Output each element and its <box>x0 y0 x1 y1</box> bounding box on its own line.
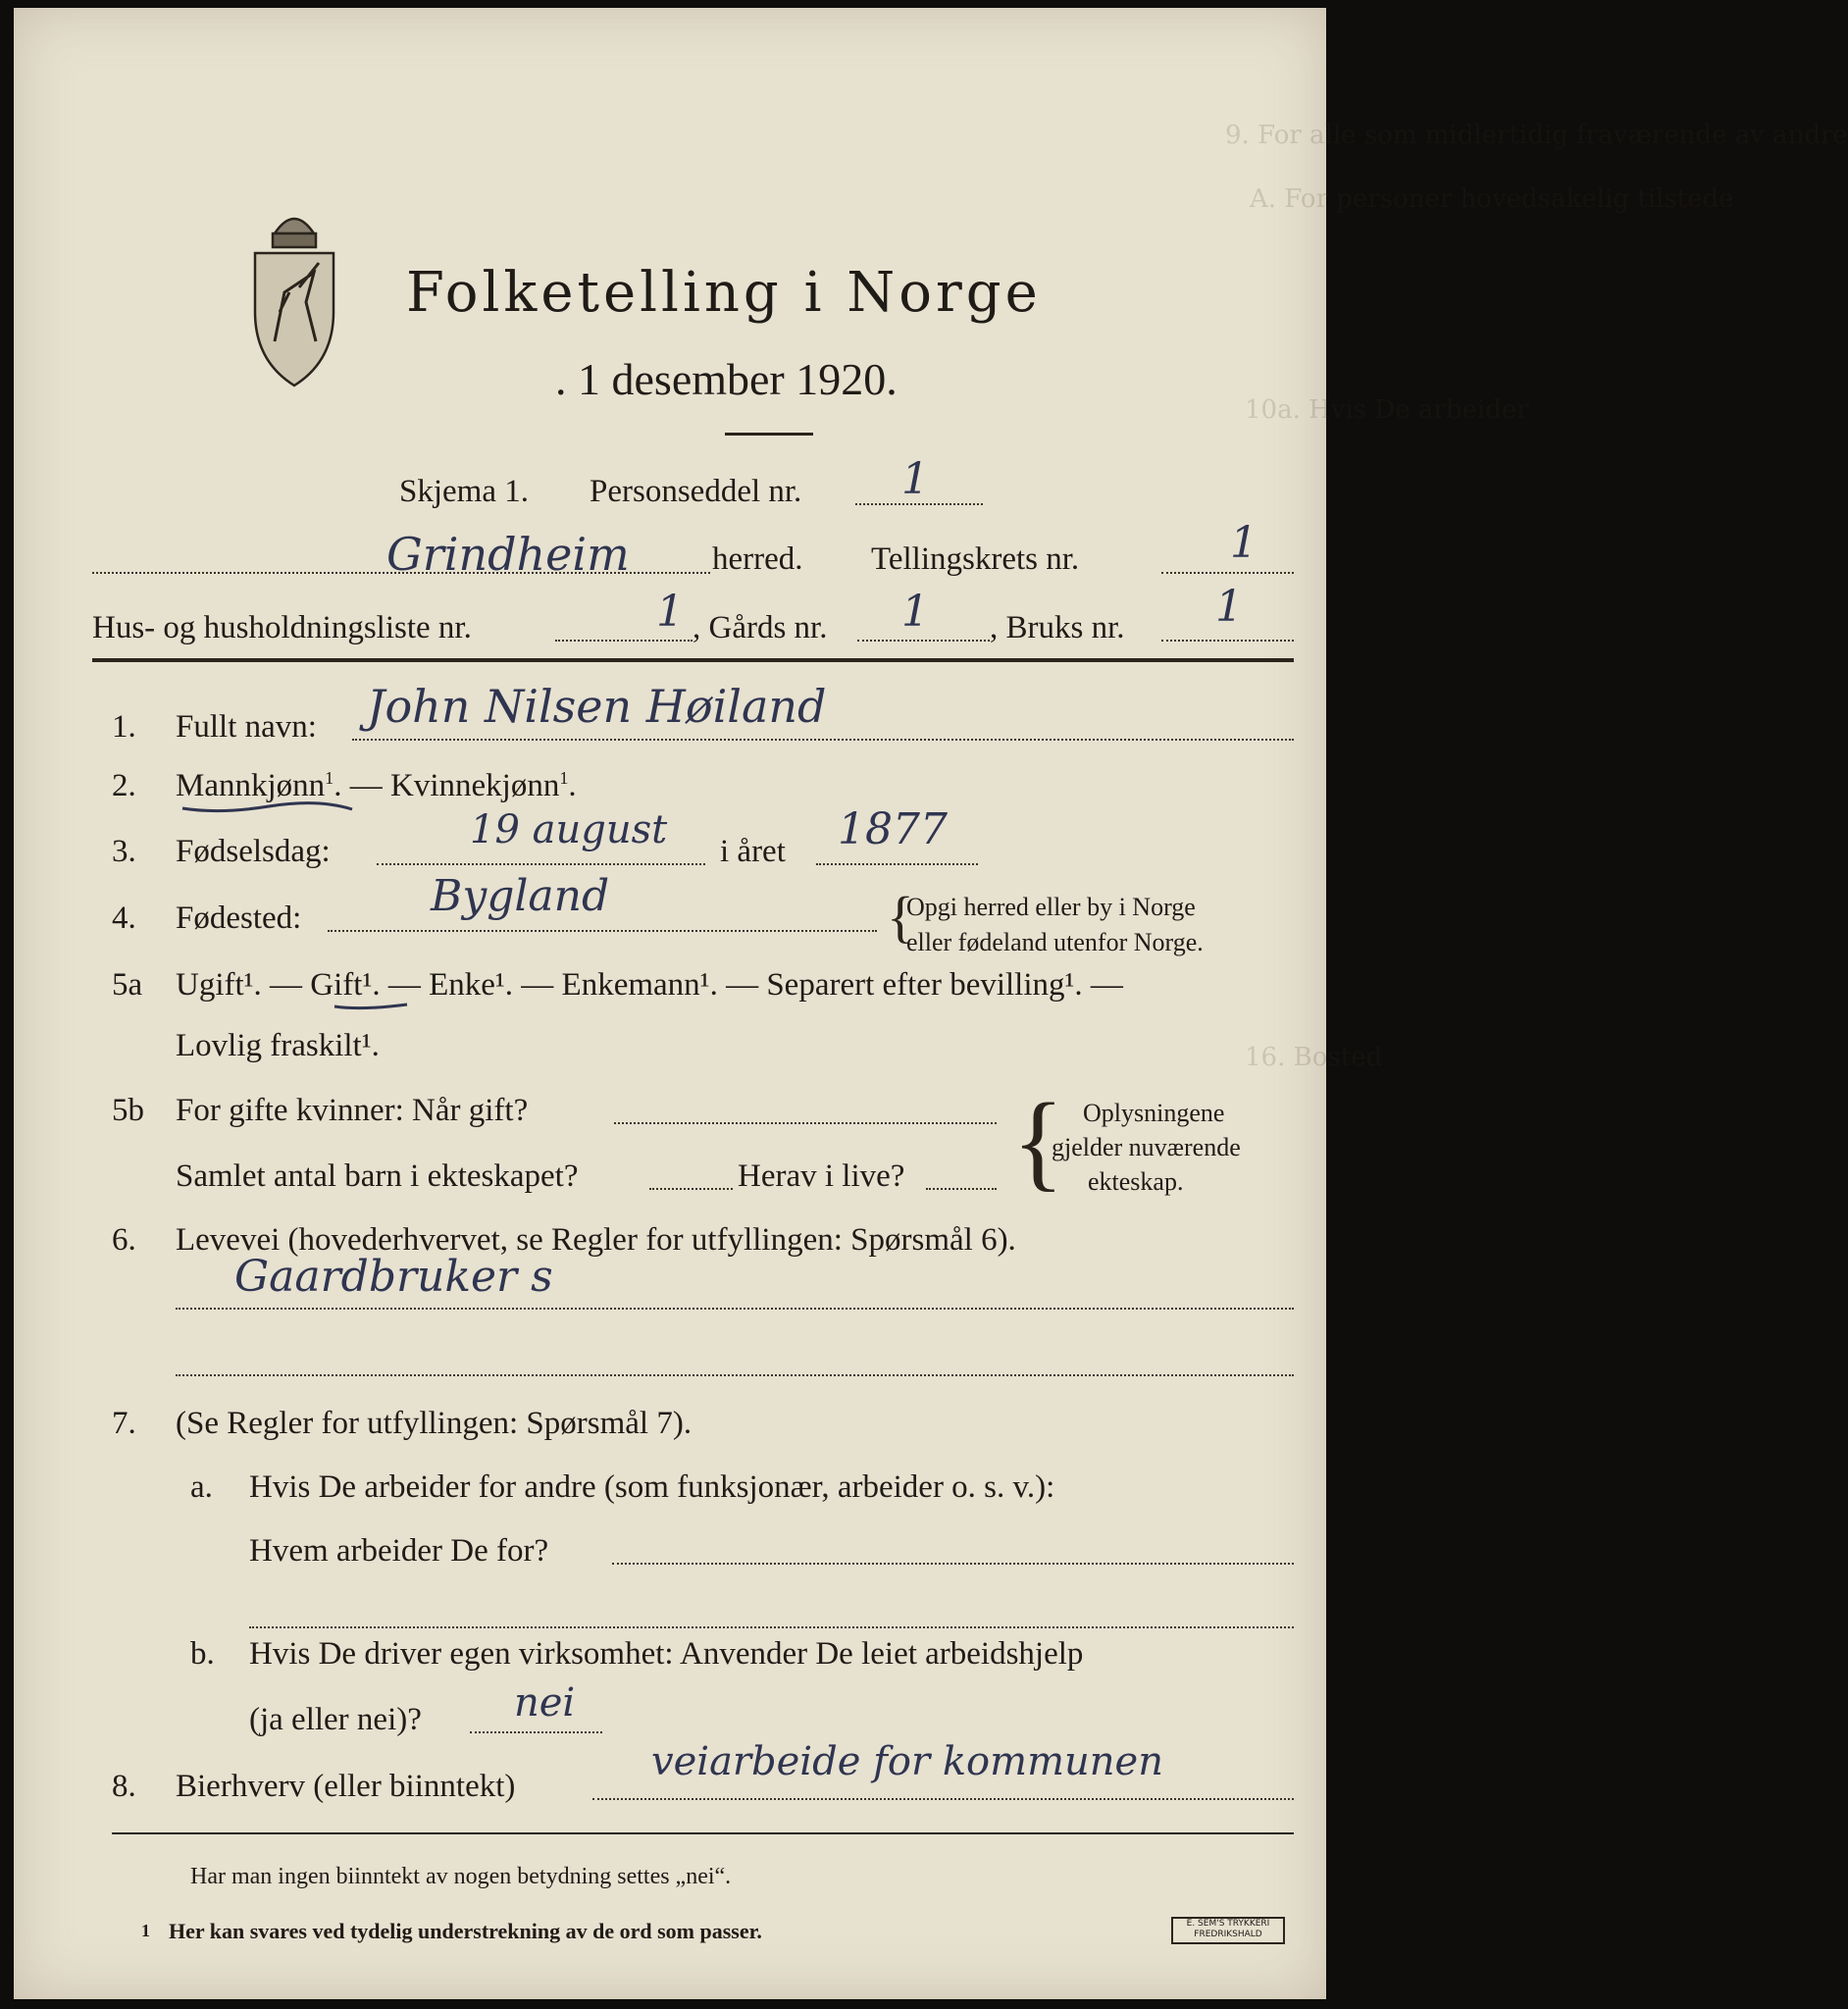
brace-mark: { <box>887 885 914 949</box>
footer-rule <box>112 1832 1294 1834</box>
children-total-label: Samlet antal barn i ekteskapet? <box>176 1159 579 1194</box>
male-option[interactable]: Mannkjønn <box>176 768 326 803</box>
occupation-value[interactable]: Gaardbruker s <box>234 1252 553 1302</box>
birthplace-note-line1: Opgi herred eller by i Norge <box>906 893 1196 921</box>
marriage-date-field-line <box>614 1122 997 1124</box>
bleed-through-text: 9. For alle som midlertidig fraværende av andre <box>1225 121 1848 150</box>
census-date: . 1 desember 1920. <box>555 354 898 404</box>
bruks-field-line <box>1161 640 1294 642</box>
occupation-label: Levevei (hovederhvervet, se Regler for utfyllingen: Spørsmål 6). <box>176 1222 1016 1258</box>
marriage-note-line3: ekteskap. <box>1088 1167 1184 1196</box>
occupation-field-line <box>176 1308 1294 1310</box>
printer-stamp: E. SEM'S TRYKKERI FREDRIKSHALD <box>1171 1917 1285 1944</box>
question-number: 3. <box>112 834 136 869</box>
question-number: 6. <box>112 1222 136 1258</box>
gards-label: , Gårds nr. <box>693 610 828 645</box>
herred-label: herred. <box>712 541 803 577</box>
skjema-label: Skjema 1. <box>399 474 529 509</box>
employer-field-line-2 <box>249 1626 1294 1628</box>
marriage-note-line2: gjelder nuværende <box>1052 1133 1241 1161</box>
female-option[interactable]: Kvinnekjønn <box>390 768 560 803</box>
tellingskrets-value[interactable]: 1 <box>1230 518 1258 568</box>
q7a-letter: a. <box>190 1469 213 1505</box>
question-number: 1. <box>112 709 136 745</box>
birthplace-field-line <box>328 930 877 932</box>
q7b-letter: b. <box>190 1636 215 1672</box>
birth-year-value[interactable]: 1877 <box>838 804 948 854</box>
brace-mark: { <box>1012 1081 1064 1201</box>
tellingskrets-field-line <box>1161 572 1294 574</box>
side-income-field-line <box>592 1798 1294 1800</box>
marital-status-options[interactable]: Ugift¹. — Gift¹. — Enke¹. — Enkemann¹. — Separert efter bevilling¹. — <box>176 967 1123 1003</box>
birth-year-label: i året <box>720 834 786 869</box>
question-number: 5a <box>112 967 143 1003</box>
bleed-through-text: 16. Bosted <box>1245 1043 1383 1072</box>
hus-field-line <box>555 640 693 642</box>
sex-options: Mannkjønn$^1$. — Kvinnekjønn$^1$. <box>176 768 577 803</box>
birthdate-label: Fødselsdag: <box>176 834 331 869</box>
male-underline-mark <box>180 800 357 816</box>
marriage-note-line1: Oplysningene <box>1083 1099 1225 1127</box>
personseddel-value[interactable]: 1 <box>901 454 929 504</box>
children-alive-field-line <box>926 1188 997 1190</box>
occupation-field-line-2 <box>176 1374 1294 1376</box>
header-rule <box>92 658 1294 662</box>
gards-value[interactable]: 1 <box>901 587 929 637</box>
question-number: 7. <box>112 1406 136 1441</box>
census-form-page <box>14 8 1848 1999</box>
tellingskrets-label: Tellingskrets nr. <box>871 541 1080 577</box>
question-number: 2. <box>112 768 136 803</box>
hired-help-value[interactable]: nei <box>514 1680 576 1726</box>
q7b-line1: Hvis De driver egen virksomhet: Anvender De leiet arbeidshjelp <box>249 1636 1084 1672</box>
gards-field-line <box>857 640 990 642</box>
hus-label: Hus- og husholdningsliste nr. <box>92 610 472 645</box>
children-alive-label: Herav i live? <box>738 1159 905 1194</box>
question-number: 5b <box>112 1093 144 1128</box>
full-name-field-line <box>352 739 1294 741</box>
employer-field-line <box>612 1563 1294 1565</box>
personseddel-label: Personseddel nr. <box>590 474 802 509</box>
married-women-label: For gifte kvinner: Når gift? <box>176 1093 529 1128</box>
bleed-through-text: A. For personer hovedsakelig tilstede <box>1250 184 1734 214</box>
form-title: Folketelling i Norge <box>406 261 1042 325</box>
norway-coat-of-arms-icon <box>245 194 343 390</box>
marital-status-options-cont[interactable]: Lovlig fraskilt¹. <box>176 1028 380 1063</box>
herred-value[interactable]: Grindheim <box>386 528 630 581</box>
birth-year-field-line <box>816 863 978 865</box>
bruks-label: , Bruks nr. <box>990 610 1125 645</box>
q7a-line1: Hvis De arbeider for andre (som funksjonær, arbeider o. s. v.): <box>249 1469 1055 1505</box>
hired-help-label: (ja eller nei)? <box>249 1702 422 1737</box>
birthplace-note-line2: eller fødeland utenfor Norge. <box>906 928 1204 956</box>
full-name-value[interactable]: John Nilsen Høiland <box>367 680 827 733</box>
children-total-field-line <box>649 1188 733 1190</box>
title-divider <box>725 433 813 436</box>
birthplace-value[interactable]: Bygland <box>431 871 610 921</box>
bruks-value[interactable]: 1 <box>1215 582 1243 632</box>
side-income-label: Bierhverv (eller biinntekt) <box>176 1769 516 1804</box>
birthplace-label: Fødested: <box>176 901 302 936</box>
bleed-through-text: 10a. Hvis De arbeider <box>1245 395 1529 425</box>
question-number: 4. <box>112 901 136 936</box>
footnote-mark: 1 <box>141 1921 150 1940</box>
employer-label: Hvem arbeider De for? <box>249 1533 549 1569</box>
footnote-text: Her kan svares ved tydelig understrekning av de ord som passer. <box>169 1919 762 1943</box>
question-number: 8. <box>112 1769 136 1804</box>
gift-underline-mark <box>333 1001 411 1012</box>
q7-label: (Se Regler for utfyllingen: Spørsmål 7). <box>176 1406 693 1441</box>
full-name-label: Fullt navn: <box>176 709 317 745</box>
side-income-value[interactable]: veiarbeide for kommunen <box>651 1739 1163 1784</box>
birthdate-field-line <box>377 863 705 865</box>
footer-note: Har man ingen biinntekt av nogen betydning settes „nei“. <box>190 1864 732 1889</box>
hired-help-field-line <box>470 1731 602 1733</box>
birthdate-value[interactable]: 19 august <box>470 807 668 852</box>
hus-value[interactable]: 1 <box>656 587 684 637</box>
